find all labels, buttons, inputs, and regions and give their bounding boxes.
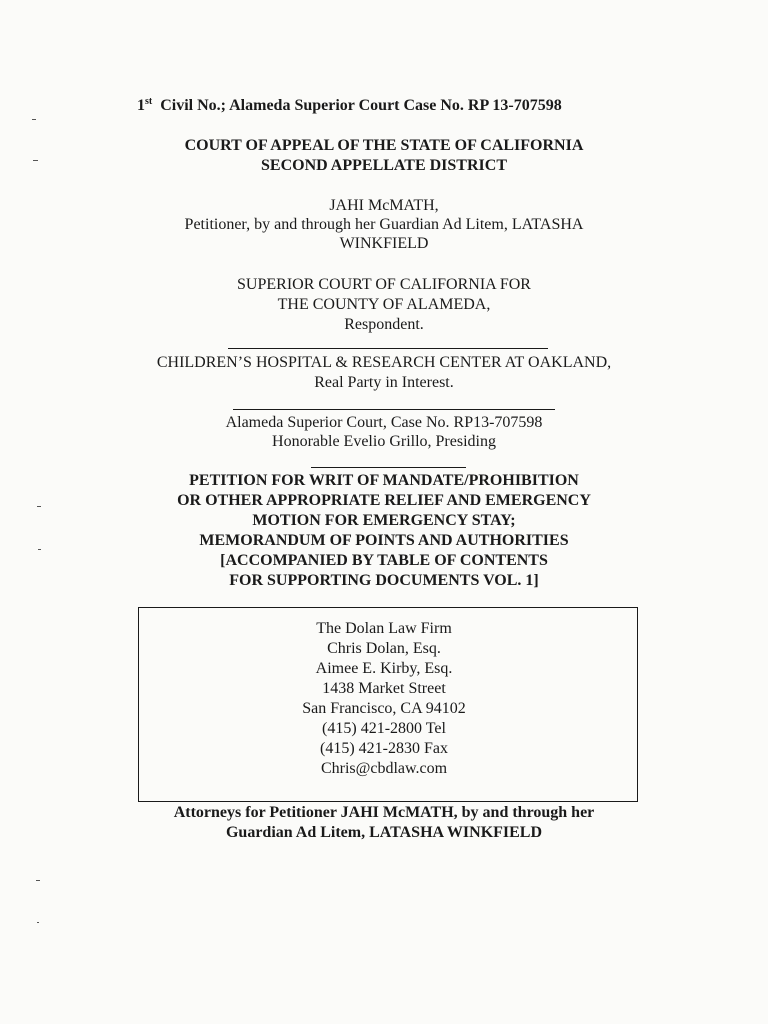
scan-speck <box>33 160 38 161</box>
counsel-attorney-2: Aimee E. Kirby, Esq. <box>315 660 453 677</box>
case-number-text: Civil No.; Alameda Superior Court Case No. RP 13-707598 <box>160 97 562 114</box>
petitioner-line-2: Petitioner, by and through her Guardian Ad Litem, LATASHA <box>184 216 584 233</box>
scan-speck <box>32 119 36 120</box>
petitioner-line-3: WINKFIELD <box>339 235 429 252</box>
petitioner-name: JAHI McMATH, <box>329 197 439 214</box>
scan-speck <box>37 922 39 923</box>
counsel-email: Chris@cbdlaw.com <box>320 760 448 777</box>
divider-rule <box>311 467 466 468</box>
petition-title-line-1: PETITION FOR WRIT OF MANDATE/PROHIBITION <box>189 472 579 489</box>
respondent-line-2: THE COUNTY OF ALAMEDA, <box>277 296 491 313</box>
petition-title-line-3: MOTION FOR EMERGENCY STAY; <box>252 512 516 529</box>
case-ordinal: 1 <box>137 97 145 114</box>
scan-speck <box>37 506 41 507</box>
petition-title-line-5: [ACCOMPANIED BY TABLE OF CONTENTS <box>220 552 548 569</box>
lower-court-line-1: Alameda Superior Court, Case No. RP13-707598 <box>225 414 543 431</box>
scan-speck <box>38 549 41 550</box>
scan-speck <box>36 880 40 881</box>
divider-rule <box>233 409 555 410</box>
counsel-firm-name: The Dolan Law Firm <box>316 620 452 637</box>
real-party-line-1: CHILDREN’S HOSPITAL & RESEARCH CENTER AT OAKLAND, <box>156 354 612 371</box>
petition-title-line-4: MEMORANDUM OF POINTS AND AUTHORITIES <box>199 532 569 549</box>
petition-title-line-2: OR OTHER APPROPRIATE RELIEF AND EMERGENCY <box>177 492 591 509</box>
counsel-street-address: 1438 Market Street <box>322 680 446 697</box>
case-number-line <box>137 96 562 115</box>
respondent-line-3: Respondent. <box>344 316 424 333</box>
case-ordinal-suffix: st <box>145 96 153 107</box>
respondent-line-1: SUPERIOR COURT OF CALIFORNIA FOR <box>237 276 531 293</box>
counsel-city-state-zip: San Francisco, CA 94102 <box>302 700 466 717</box>
lower-court-line-2: Honorable Evelio Grillo, Presiding <box>272 433 496 450</box>
attorneys-for-line-1: Attorneys for Petitioner JAHI McMATH, by and through her <box>173 804 595 821</box>
court-name-line-1: COURT OF APPEAL OF THE STATE OF CALIFORNIA <box>184 137 584 154</box>
real-party-line-2: Real Party in Interest. <box>314 374 454 391</box>
court-name-line-2: SECOND APPELLATE DISTRICT <box>261 157 507 174</box>
counsel-fax: (415) 421-2830 Fax <box>320 740 448 757</box>
counsel-attorney-1: Chris Dolan, Esq. <box>327 640 441 657</box>
petition-title-line-6: FOR SUPPORTING DOCUMENTS VOL. 1] <box>229 572 539 589</box>
divider-rule <box>228 348 548 349</box>
counsel-phone: (415) 421-2800 Tel <box>322 720 446 737</box>
attorneys-for-line-2: Guardian Ad Litem, LATASHA WINKFIELD <box>225 824 543 841</box>
